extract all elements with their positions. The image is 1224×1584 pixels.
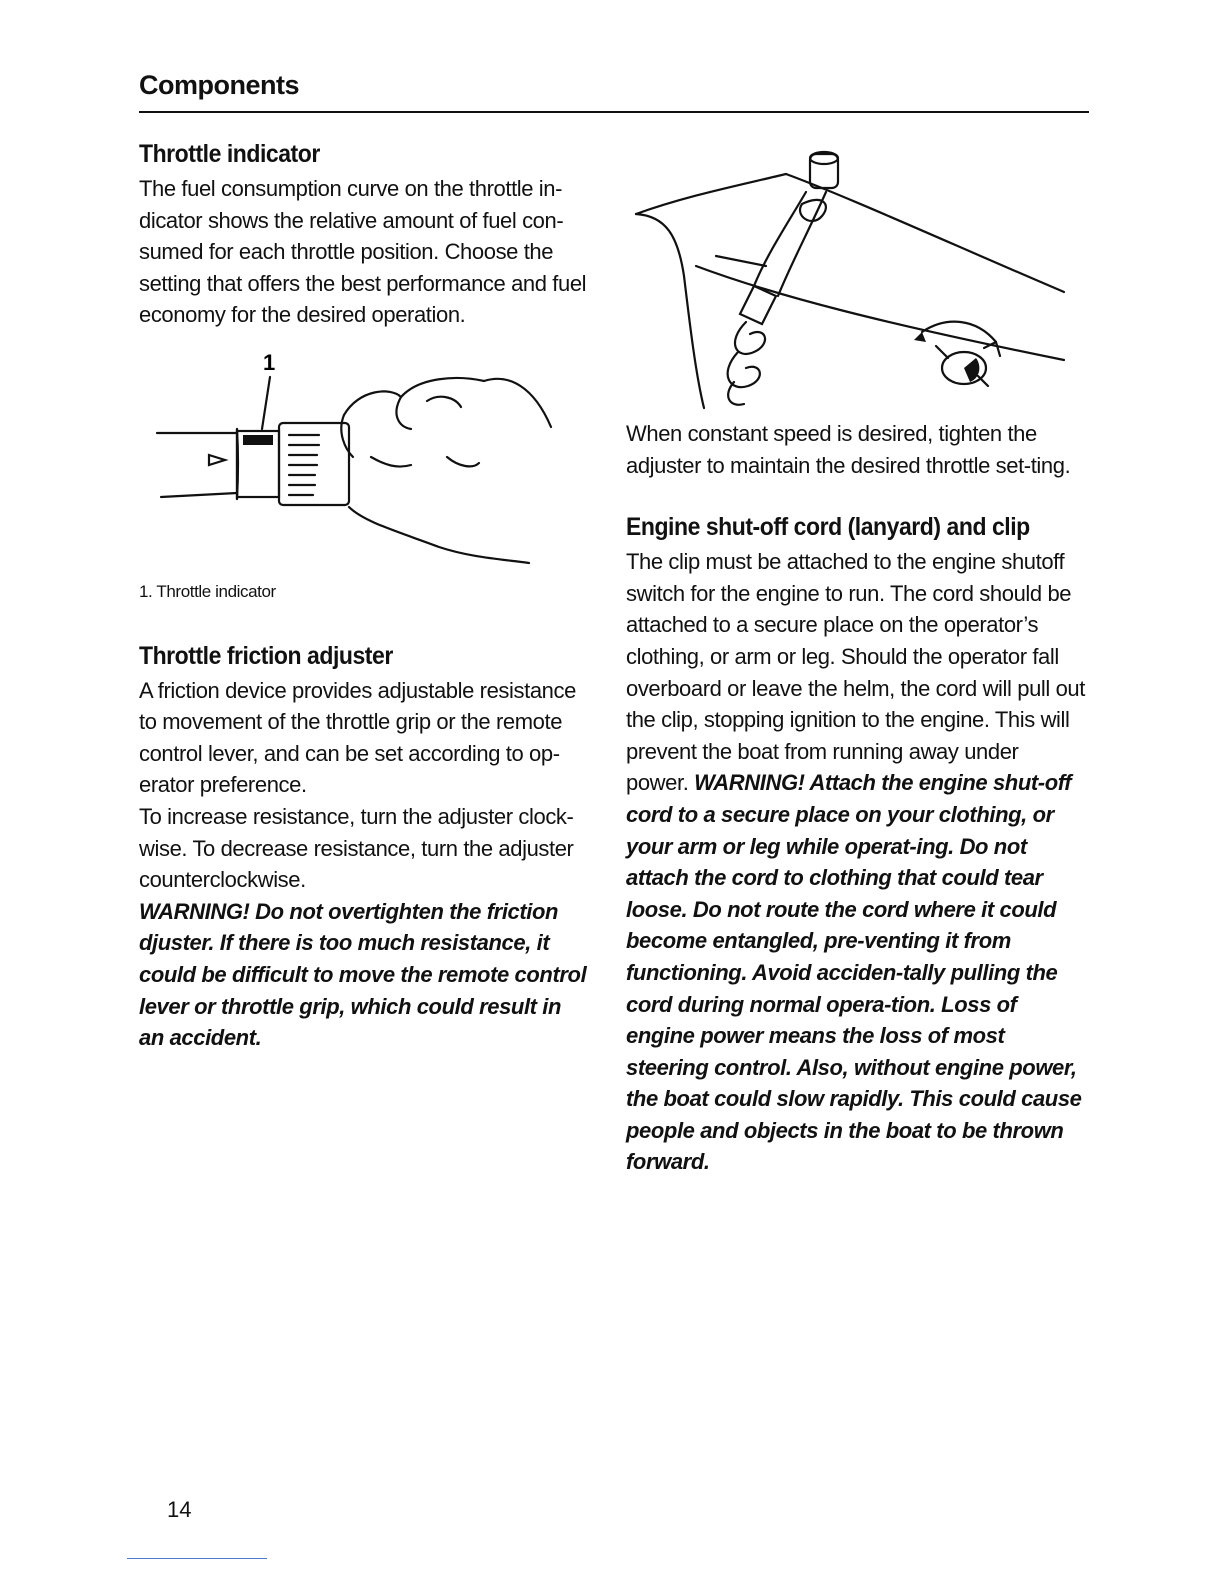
friction-adjuster-body: A friction device provides adjustable resistance to movement of the throttle grip or the remote control lever, and can be set according to op-erator preference.: [139, 677, 576, 798]
friction-adjuster-section: [139, 642, 589, 1054]
shutoff-cord-body: The clip must be attached to the engine shutoff switch for the engine to run. The cord should be attached to a secure place on the operator’s clothing, or arm or leg. Should the operator fall overboard or leave the helm, the cord will pull out the clip, stopping ignition to the engine. This will prevent the boat from running away under power.: [626, 549, 1085, 796]
right-column: [626, 140, 1086, 1178]
shutoff-cord-section: [626, 513, 1086, 1178]
throttle-indicator-section: [139, 140, 589, 608]
fuel-curve-marking: [243, 435, 273, 445]
throttle-grip-illustration: [139, 337, 559, 572]
adjuster-note: When constant speed is desired, tighten the adjuster to maintain the desired throttle set-ting.: [626, 421, 1071, 478]
friction-adjuster-heading: Throttle friction adjuster: [139, 641, 393, 670]
shutoff-cord-text: [626, 546, 1086, 1178]
lanyard-drawing: [636, 152, 1064, 408]
figure-callout-number: 1: [263, 349, 276, 375]
throttle-grip-drawing: [157, 377, 551, 563]
figure-caption: 1. Throttle indicator: [139, 581, 276, 601]
friction-adjuster-instructions: To increase resistance, turn the adjuster clock-wise. To decrease resistance, turn the adjuster counterclockwise.: [139, 803, 574, 893]
left-column: [139, 140, 589, 1054]
footer-divider: [127, 1558, 267, 1559]
throttle-indicator-heading: Throttle indicator: [139, 140, 320, 168]
friction-adjuster-warning: WARNING! Do not overtighten the friction djuster. If there is too much resistance, it could be difficult to move the remote control lever or throttle grip, which could result in an accident.: [139, 898, 587, 1051]
shutoff-cord-heading: Engine shut-off cord (lanyard) and clip: [626, 513, 1030, 542]
page-title: Components: [139, 70, 1089, 113]
throttle-indicator-body: The fuel consumption curve on the throttle in-dicator shows the relative amount of fuel con-sumed for each throttle position. Choose the setting that offers the best performance and fuel economy for the desired operation.: [139, 176, 587, 328]
adjuster-and-lanyard-illustration: [626, 146, 1076, 416]
page-number: 14: [167, 1497, 192, 1522]
shutoff-cord-warning: WARNING! Attach the engine shut-off cord to a secure place on your clothing, or your arm or leg while operat-ing. Do not attach the cord to clothing that could tear loose. Do not route the cord where it could become entangled, pre-venting it from functioning. Avoid acciden-tally pulling the cord during normal opera-tion. Loss of engine power means the loss of most steering control. Also, without engine power, the boat could slow rapidly. This could cause people and objects in the boat to be thrown forward.: [626, 770, 1082, 1175]
